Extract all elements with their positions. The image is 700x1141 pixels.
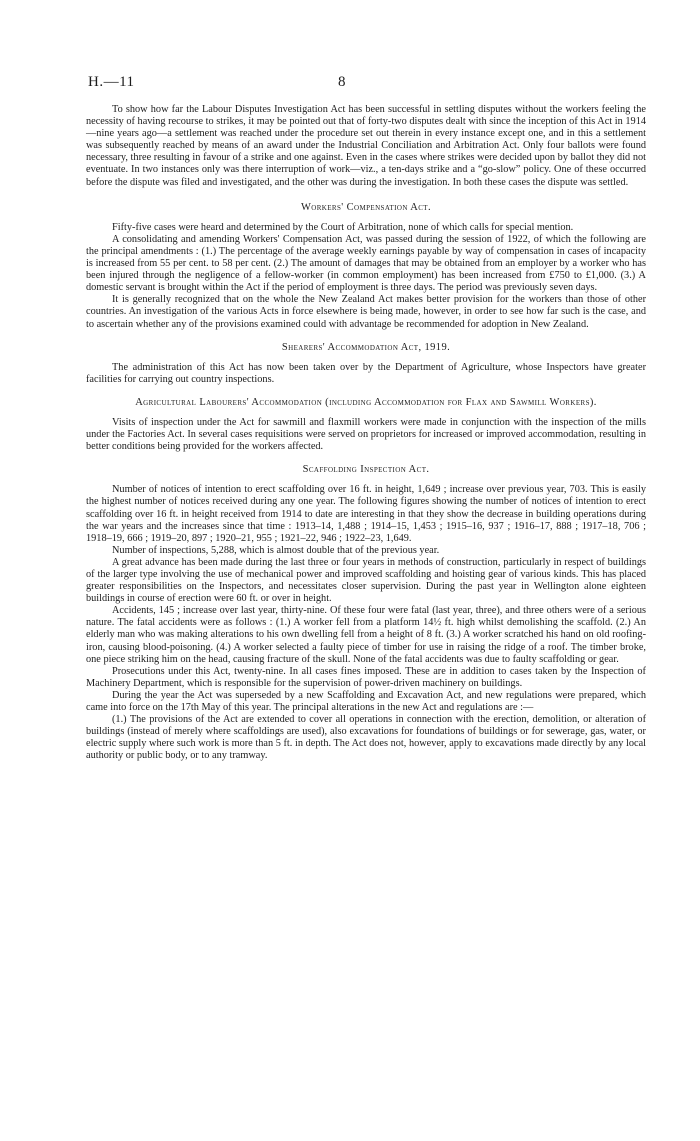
paragraph: During the year the Act was superseded by a new Scaffolding and Excavation Act, and new regulations were prepared, which came into force on the 17th May of this year. The principal alterations in the new Act and regulations are :— — [86, 689, 646, 714]
intro-paragraph: To show how far the Labour Disputes Investigation Act has been successful in settling disputes without the workers feeling the necessity of having recourse to strikes, it may be pointed out that of forty-two disputes dealt with since the inception of this Act in 1914—nine years ago—a settlement was reached under the procedure set out therein in every instance except one, and in this a settlement was subsequently reached by means of an award under the Industrial Conciliation and Arbitration Act. Only four ballots were found necessary, three resulting in favour of a strike and one against. Even in the cases where strikes were decided upon by ballot they did not eventuate. In two instances only was there interruption of work—viz., a ten-days strike and a “go-slow” policy. One of these occurred before the dispute was filed and investigated, and the other was during the investigation. In both these cases the dispute was settled. — [86, 104, 646, 188]
paragraph: A consolidating and amending Workers' Compensation Act, was passed during the session of 1922, of which the following are the principal amendments : (1.) The percentage of the average weekly earnings payable by way of compensation in cases of incapacity is increased from 55 per cent. to 58 per cent. (2.) The amount of damages that may be obtained from an employer by a worker who has been injured through the negligence of a fellow-worker (in common employment) has been increased from £750 to £1,000. (3.) A domestic servant is brought within the Act if the period of employment is three days. The period was previously seven days. — [86, 233, 646, 294]
paragraph: Prosecutions under this Act, twenty-nine. In all cases fines imposed. These are in addition to cases taken by the Inspection of Machinery Department, which is responsible for the supervision of power-driven machinery on buildings. — [86, 665, 646, 689]
document-reference: H.—11 — [88, 74, 135, 90]
paragraph: The administration of this Act has now been taken over by the Department of Agriculture, whose Inspectors have greater facilities for carrying out country inspections. — [86, 361, 646, 385]
paragraph: Visits of inspection under the Act for sawmill and flaxmill workers were made in conjunction with the inspection of the mills under the Factories Act. In several cases requisitions were served on proprietors for increased or improved accommodation, resulting in better conditions being provided for the workers affected. — [86, 416, 646, 453]
section-heading-shearers-accommodation: Shearers' Accommodation Act, 1919. — [281, 341, 451, 353]
page-number: 8 — [338, 74, 346, 90]
paragraph: Fifty-five cases were heard and determined by the Court of Arbitration, none of which calls for special mention. — [112, 221, 574, 233]
section-heading-scaffolding-inspection: Scaffolding Inspection Act. — [302, 464, 430, 476]
document-body — [86, 104, 646, 763]
page-header — [88, 74, 648, 98]
paragraph: It is generally recognized that on the whole the New Zealand Act makes better provision for the workers than those of other countries. An investigation of the various Acts in force elsewhere is being made, however, in order to see how far such is the case, and to ascertain whether any of the provisions examined could with advantage be recommended for adoption in New Zealand. — [86, 294, 646, 330]
paragraph: A great advance has been made during the last three or four years in methods of construction, particularly in respect of buildings of the larger type involving the use of mechanical power and improved scaffolding and hoisting gear of various kinds. This has placed greater responsibilities on the Inspectors, and necessitates closer supervision. During the past year in Wellington alone eighteen buildings in course of erection were 60 ft. or over in height. — [86, 556, 646, 605]
section-heading-agricultural-labourers: Agricultural Labourers' Accommodation (including Accommodation for Flax and Sawmill Workers). — [135, 396, 597, 408]
paragraph: Number of notices of intention to erect scaffolding over 16 ft. in height, 1,649 ; increase over previous year, 703. This is easily the highest number of notices received during any one year. The following figures showing the number of notices of intention to erect scaffolding over 16 ft. in height received from 1914 to date are interesting in that they show the decrease in building operations during the war years and the increases since that time : 1913–14, 1,488 ; 1914–15, 1,453 ; 1915–16, 937 ; 1916–17, 888 ; 1917–18, 706 ; 1918–19, 666 ; 1919–20, 897 ; 1920–21, 955 ; 1921–22, 946 ; 1922–23, 1,649. — [86, 484, 646, 544]
paragraph: (1.) The provisions of the Act are extended to cover all operations in connection with the erection, demolition, or alteration of buildings (instead of merely where scaffoldings are used), also excavations for foundations of buildings or for sewerage, gas, water, or electric supply where such work is more than 5 ft. in depth. The Act does not, however, apply to excavations made directly by any local authority or public body, or to any tramway. — [86, 714, 646, 762]
paragraph: Number of inspections, 5,288, which is almost double that of the previous year. — [112, 544, 440, 556]
section-heading-workers-compensation: Workers' Compensation Act. — [300, 201, 432, 213]
paragraph: Accidents, 145 ; increase over last year, thirty-nine. Of these four were fatal (last year, three), and three others were of a serious nature. The fatal accidents were as follows : (1.) A worker fell from a platform 14½ ft. high whilst demolishing the scaffold. (2.) An elderly man who was making alterations to his own dwelling fell from a height of 8 ft. (3.) A worker scratched his hand on old roofing-iron, causing blood-poisoning. (4.) A worker selected a faulty piece of timber for use in raising the ridge of a roof. The timber broke, one piece striking him on the head, causing fracture of the skull. None of the fatal accidents was due to faulty scaffolding or gear. — [86, 605, 646, 665]
